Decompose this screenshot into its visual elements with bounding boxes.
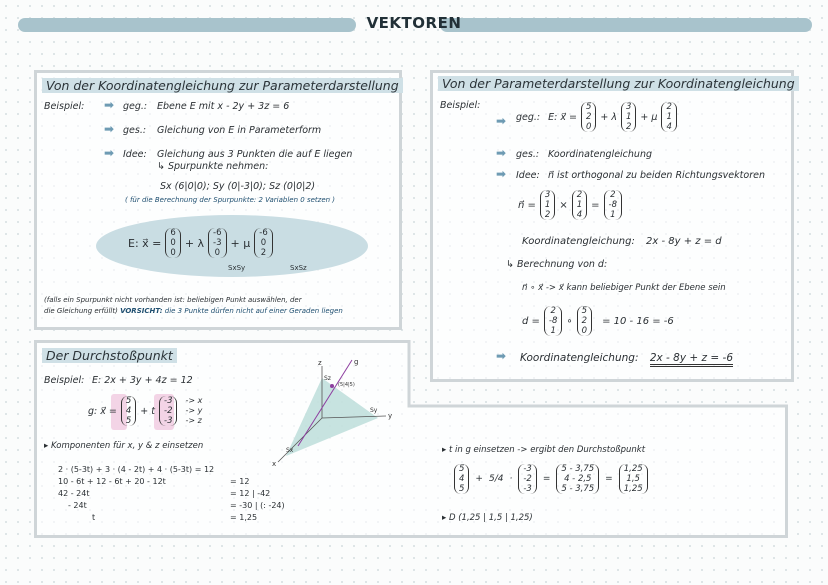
box3-result: 5 4 5 + 5/4 · -3 -2 -3 = 5 - 3,75 4 - 2,5 5 - 3,75 = 1,25 1,5 1,25 bbox=[454, 464, 648, 494]
calc-right: = -30 | (: -24) bbox=[230, 501, 285, 510]
box3-t-line: ▸ t in g einsetzen -> ergibt den Durchstoßpunkt bbox=[442, 445, 646, 455]
box1-spur-note: ( für die Berechnung der Spurpunkte: 2 Variablen 0 setzen ) bbox=[125, 196, 336, 204]
calc-line: - 24t bbox=[68, 501, 87, 510]
box2-koord: Koordinatengleichung: 2x - 8y + z = d bbox=[522, 236, 722, 247]
box1-note-line2: die Gleichung erfüllt) VORSICHT: die 3 Punkte dürfen nicht auf einer Geraden liegen bbox=[44, 307, 343, 315]
box3-beispiel: Beispiel: bbox=[44, 375, 85, 386]
box1-beispiel: Beispiel: bbox=[44, 101, 85, 112]
eq-prefix: E: x⃗ = bbox=[128, 236, 162, 250]
arrow-icon: ➡ bbox=[496, 114, 507, 128]
calc-line: 10 - 6t + 12 - 6t + 20 - 12t bbox=[58, 477, 166, 486]
arrow-icon: ➡ bbox=[496, 349, 507, 363]
svg-text:Sz: Sz bbox=[324, 375, 331, 382]
box2-d-calc: d = 2 -8 1 ∘ 5 2 0 = 10 - 16 = -6 bbox=[522, 306, 674, 336]
box1-title: Von der Koordinatengleichung zur Parameterdarstellung bbox=[42, 78, 403, 93]
arrow-icon: ➡ bbox=[104, 98, 115, 112]
svg-text:(5|4|5): (5|4|5) bbox=[338, 382, 355, 388]
svg-text:g: g bbox=[354, 358, 359, 366]
svg-text:Sy: Sy bbox=[370, 407, 378, 414]
svg-text:x: x bbox=[272, 460, 277, 468]
svg-text:y: y bbox=[388, 412, 393, 420]
box2-idee-text: n⃗ ist orthogonal zu beiden Richtungsvektoren bbox=[548, 170, 765, 181]
vector-r2: -6 0 2 bbox=[254, 228, 272, 258]
arrow-icon: ➡ bbox=[104, 146, 115, 160]
svg-text:Sx: Sx bbox=[286, 447, 294, 454]
box1-ges-text: Gleichung von E in Parameterform bbox=[157, 125, 322, 136]
box3-komp: ▸ Komponenten für x, y & z einsetzen bbox=[44, 441, 204, 451]
calc-right: = 12 bbox=[230, 477, 250, 486]
box2-title: Von der Parameterdarstellung zur Koordinatengleichung bbox=[438, 76, 799, 91]
box3-e-eq: E: 2x + 3y + 4z = 12 bbox=[92, 375, 193, 386]
vector-p: 6 0 0 bbox=[165, 228, 180, 258]
box3-point: ▸ D (1,25 | 1,5 | 1,25) bbox=[442, 513, 533, 523]
box1-param-eq: E: x⃗ = 6 0 0 + λ -6 -3 0 + μ -6 0 2 bbox=[128, 228, 273, 258]
box1-geg-label: geg.: bbox=[123, 101, 148, 112]
svg-text:z: z bbox=[318, 359, 322, 367]
calc-line: 2 · (5-3t) + 3 · (4 - 2t) + 4 · (5-3t) = 12 bbox=[58, 465, 215, 474]
calc-right: = 12 | -42 bbox=[230, 489, 271, 498]
box1-geg-text: Ebene E mit x - 2y + 3z = 6 bbox=[157, 101, 290, 112]
box2-beispiel: Beispiel: bbox=[440, 100, 481, 111]
box3-title: Der Durchstoßpunkt bbox=[42, 348, 177, 363]
box-durchstosspunkt bbox=[34, 340, 788, 538]
box2-final: Koordinatengleichung: 2x - 8y + z = -6 bbox=[520, 352, 733, 364]
arrow-icon: ➡ bbox=[496, 167, 507, 181]
page-title: VEKTOREN bbox=[366, 14, 462, 32]
box2-dot-text: n⃗ ∘ x⃗ -> x⃗ kann beliebiger Punkt der Ebene sein bbox=[522, 283, 726, 293]
calc-right: = 1,25 bbox=[230, 513, 258, 522]
box3-g-eq: g: x⃗ = 5 4 5 + t -3 -2 -3 -> x -> y -> z bbox=[88, 396, 203, 426]
vector-r1: -6 -3 0 bbox=[208, 228, 226, 258]
box1-spurpunkte: Sx (6|0|0); Sy (0|-3|0); Sz (0|0|2) bbox=[160, 181, 316, 192]
box1-ges-label: ges.: bbox=[123, 125, 147, 136]
box2-idee-label: Idee: bbox=[516, 170, 540, 181]
arrow-icon: ➡ bbox=[104, 122, 115, 136]
calc-line: 42 - 24t bbox=[58, 489, 90, 498]
calc-line: t bbox=[92, 513, 96, 522]
box1-idee-label: Idee: bbox=[123, 149, 147, 160]
plane-sketch bbox=[258, 356, 408, 468]
box1-idee-line1: Gleichung aus 3 Punkten die auf E liegen bbox=[157, 149, 353, 160]
box1-note-line1: (falls ein Spurpunkt nicht vorhanden ist: beliebigen Punkt auswählen, der bbox=[44, 296, 302, 304]
box2-ges-text: Koordinatengleichung bbox=[548, 149, 652, 160]
sub-sxsz: SxSz bbox=[290, 264, 307, 272]
box2-ges-label: ges.: bbox=[516, 149, 540, 160]
box2-cross-product: n⃗ = 3 1 2 × 2 1 4 = 2 -8 1 bbox=[518, 190, 622, 220]
box2-berechnung: ↳ Berechnung von d: bbox=[506, 259, 608, 270]
box1-idee-line2: ↳ Spurpunkte nehmen: bbox=[157, 161, 269, 172]
sub-sxsy: SxSy bbox=[228, 264, 246, 272]
box2-geg: geg.: E: x⃗ = 5 2 0 + λ 3 1 2 + μ 2 1 4 bbox=[516, 102, 677, 132]
arrow-icon: ➡ bbox=[496, 146, 507, 160]
